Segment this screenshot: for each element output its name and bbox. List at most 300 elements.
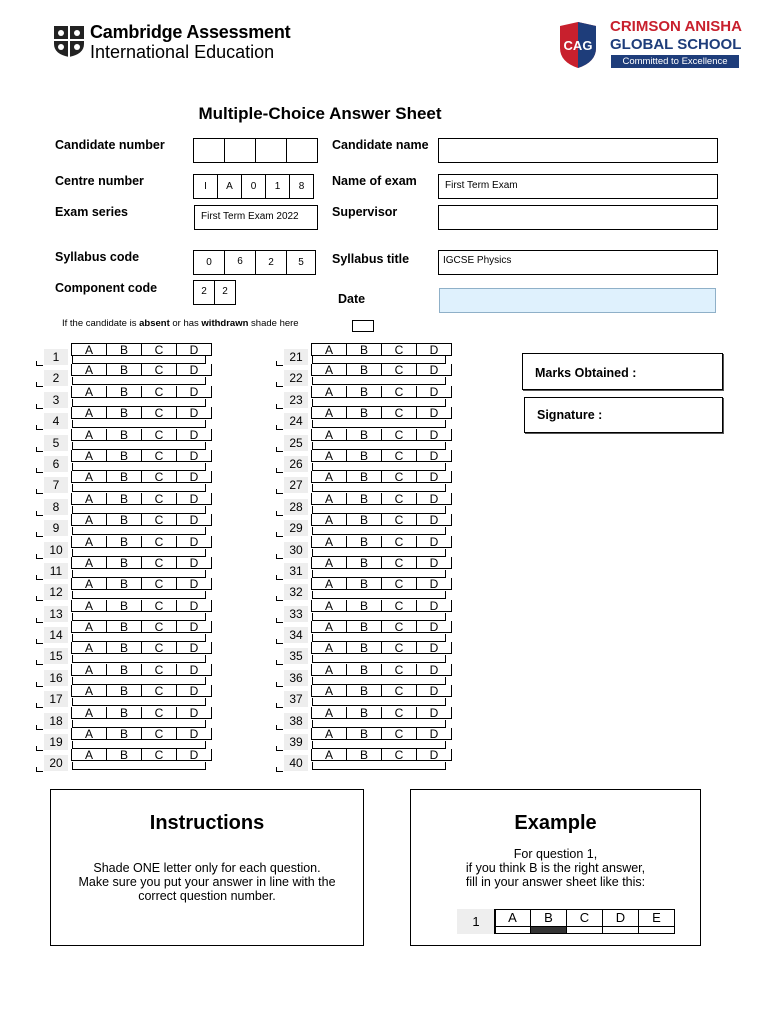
answer-option-c[interactable]: C: [381, 578, 417, 590]
instructions-line: Shade ONE letter only for each question.: [93, 861, 321, 875]
answer-option-d[interactable]: D: [416, 471, 452, 483]
example-line: For question 1,: [513, 847, 598, 861]
answer-options: [72, 365, 212, 377]
answer-option-a[interactable]: A: [311, 578, 347, 590]
answer-option-a[interactable]: A: [71, 557, 107, 569]
question-number: 16: [44, 670, 68, 686]
answer-option-c[interactable]: C: [141, 450, 177, 462]
cambridge-title: Cambridge Assessment: [90, 22, 291, 42]
answer-option-a[interactable]: A: [71, 386, 107, 398]
question-row: [276, 384, 448, 408]
marks-obtained-box[interactable]: Marks Obtained :: [522, 353, 723, 390]
answer-option-c[interactable]: C: [141, 621, 177, 633]
example-option-label: A: [508, 910, 517, 925]
answer-option-c[interactable]: C: [381, 407, 417, 419]
answer-shade-row[interactable]: [312, 420, 446, 428]
answer-option-a[interactable]: A: [71, 536, 107, 548]
example-option-label: C: [579, 910, 590, 925]
question-row: [276, 427, 448, 451]
candidate-number-field[interactable]: [194, 138, 318, 163]
answer-option-d[interactable]: D: [416, 685, 452, 697]
answer-option-b[interactable]: B: [106, 578, 142, 590]
answer-option-b[interactable]: B: [346, 343, 382, 356]
answer-option-b[interactable]: B: [346, 664, 382, 676]
example-heading: Example: [514, 812, 597, 834]
answer-option-d[interactable]: D: [176, 536, 212, 548]
question-row: [36, 384, 208, 408]
candidate-digit-box[interactable]: [255, 138, 287, 163]
school-name-line1: CRIMSON ANISHA: [610, 18, 742, 35]
answer-option-a[interactable]: A: [71, 600, 107, 612]
answer-option-d[interactable]: D: [416, 642, 452, 654]
instructions-panel: [50, 789, 364, 946]
answer-option-d[interactable]: D: [176, 642, 212, 654]
answer-shade-row[interactable]: [312, 762, 446, 770]
answer-option-c[interactable]: C: [381, 429, 417, 441]
answer-option-b[interactable]: B: [106, 471, 142, 483]
question-number: 28: [284, 499, 308, 515]
answer-option-a[interactable]: A: [71, 728, 107, 740]
answer-option-d[interactable]: D: [176, 685, 212, 697]
answer-option-a[interactable]: A: [311, 621, 347, 633]
answer-option-b[interactable]: B: [346, 600, 382, 612]
component-code-label: Component code: [55, 281, 158, 295]
question-row: [36, 408, 208, 429]
answer-option-d[interactable]: D: [176, 471, 212, 483]
question-number: 19: [44, 734, 68, 750]
answer-option-c[interactable]: C: [141, 685, 177, 697]
syllabus-digit[interactable]: 6: [224, 250, 256, 275]
answer-option-b[interactable]: B: [346, 429, 382, 441]
answer-option-d[interactable]: D: [176, 749, 212, 761]
answer-option-b[interactable]: B: [346, 749, 382, 761]
answer-option-b[interactable]: B: [106, 621, 142, 633]
answer-option-b[interactable]: B: [346, 471, 382, 483]
answer-option-a[interactable]: A: [311, 749, 347, 761]
answer-option-d[interactable]: D: [416, 600, 452, 612]
answer-option-b[interactable]: B: [346, 685, 382, 697]
answer-option-a[interactable]: A: [311, 664, 347, 676]
answer-option-a[interactable]: A: [71, 343, 107, 356]
answer-option-a[interactable]: A: [311, 343, 347, 356]
answer-options: [312, 579, 452, 591]
answer-option-c[interactable]: C: [381, 707, 417, 719]
answer-option-b[interactable]: B: [106, 343, 142, 356]
answer-option-d[interactable]: D: [176, 450, 212, 462]
answer-option-d[interactable]: D: [416, 407, 452, 419]
answer-option-a[interactable]: A: [71, 578, 107, 590]
answer-option-c[interactable]: C: [381, 386, 417, 398]
question-number: 25: [284, 435, 308, 451]
answer-option-d[interactable]: D: [416, 364, 452, 376]
question-row: [276, 344, 448, 365]
answer-option-d[interactable]: D: [176, 557, 212, 569]
answer-option-c[interactable]: C: [381, 514, 417, 526]
example-line: fill in your answer sheet like this:: [465, 875, 646, 889]
exam-series-field[interactable]: First Term Exam 2022: [194, 205, 318, 230]
syllabus-code-field[interactable]: [194, 250, 316, 275]
answer-options: [312, 427, 452, 442]
answer-option-d[interactable]: D: [416, 749, 452, 761]
answer-options: [72, 555, 212, 570]
answer-option-d[interactable]: D: [416, 429, 452, 441]
answer-shade-row[interactable]: [72, 527, 206, 535]
syllabus-code-label: Syllabus code: [55, 250, 140, 264]
centre-digit[interactable]: 1: [265, 174, 290, 199]
answer-option-c[interactable]: C: [141, 728, 177, 740]
instructions-line: Make sure you put your answer in line with the: [78, 875, 336, 889]
answer-option-c[interactable]: C: [141, 407, 177, 419]
question-number: 14: [44, 627, 68, 643]
syllabus-digit[interactable]: 2: [255, 250, 287, 275]
question-row: [276, 622, 448, 643]
answer-option-d[interactable]: D: [176, 493, 212, 505]
answer-option-a[interactable]: A: [311, 707, 347, 719]
answer-option-c[interactable]: C: [381, 557, 417, 569]
school-name-line2: GLOBAL SCHOOL: [610, 36, 742, 53]
answer-option-b[interactable]: B: [106, 514, 142, 526]
answer-options: [312, 598, 452, 613]
answer-options: [72, 686, 212, 698]
answer-option-c[interactable]: C: [141, 343, 177, 356]
answer-option-a[interactable]: A: [71, 493, 107, 505]
answer-options: [72, 448, 212, 463]
answer-option-a[interactable]: A: [311, 685, 347, 697]
answer-option-c[interactable]: C: [141, 642, 177, 654]
answer-option-c[interactable]: C: [141, 749, 177, 761]
example-option-label: D: [615, 910, 626, 925]
question-row: [276, 365, 448, 386]
answer-option-b[interactable]: B: [106, 600, 142, 612]
question-number: 3: [44, 392, 68, 408]
answer-option-d[interactable]: D: [176, 664, 212, 676]
answer-option-b[interactable]: B: [106, 749, 142, 761]
question-number: 29: [284, 520, 308, 536]
answer-option-b[interactable]: B: [346, 386, 382, 398]
instructions-heading: Instructions: [149, 812, 265, 834]
date-field[interactable]: [439, 288, 716, 313]
answer-option-b[interactable]: B: [106, 536, 142, 548]
question-number: 21: [284, 349, 308, 365]
answer-options: [312, 365, 452, 377]
answer-option-c[interactable]: C: [381, 600, 417, 612]
answer-option-d[interactable]: D: [416, 514, 452, 526]
question-number: 37: [284, 691, 308, 707]
answer-option-a[interactable]: A: [311, 386, 347, 398]
cambridge-shield-icon: [52, 24, 86, 58]
name-of-exam-field[interactable]: First Term Exam: [438, 174, 718, 199]
answer-option-a[interactable]: A: [71, 514, 107, 526]
question-row: [36, 534, 208, 558]
answer-option-a[interactable]: A: [311, 557, 347, 569]
answer-option-a[interactable]: A: [71, 707, 107, 719]
answer-option-a[interactable]: A: [71, 364, 107, 376]
syllabus-title-field[interactable]: IGCSE Physics: [438, 250, 718, 275]
answer-option-c[interactable]: C: [141, 578, 177, 590]
component-code-field[interactable]: [194, 280, 236, 305]
answer-option-c[interactable]: C: [381, 471, 417, 483]
answer-option-d[interactable]: D: [176, 578, 212, 590]
question-number: 1: [44, 349, 68, 365]
answer-option-b[interactable]: B: [346, 642, 382, 654]
answer-option-c[interactable]: C: [381, 621, 417, 633]
answer-option-b[interactable]: B: [106, 450, 142, 462]
question-row: [36, 365, 208, 386]
answer-option-b[interactable]: B: [346, 364, 382, 376]
question-row: [276, 448, 448, 472]
answer-options: [312, 408, 452, 420]
syllabus-digit[interactable]: 5: [286, 250, 316, 275]
question-row: [36, 427, 208, 451]
answer-option-c[interactable]: C: [141, 557, 177, 569]
answer-option-b[interactable]: B: [346, 707, 382, 719]
answer-option-a[interactable]: A: [71, 621, 107, 633]
answer-options: [72, 408, 212, 420]
answer-option-b[interactable]: B: [106, 386, 142, 398]
question-number: 13: [44, 606, 68, 622]
answer-option-a[interactable]: A: [311, 600, 347, 612]
answer-option-d[interactable]: D: [176, 707, 212, 719]
candidate-digit-box[interactable]: [224, 138, 256, 163]
centre-number-label: Centre number: [55, 174, 144, 188]
answer-option-d[interactable]: D: [416, 557, 452, 569]
answer-option-c[interactable]: C: [141, 707, 177, 719]
question-row: [276, 729, 448, 750]
question-number: 7: [44, 477, 68, 493]
row-marker: [36, 767, 43, 772]
candidate-name-field[interactable]: [438, 138, 718, 163]
answer-option-c[interactable]: C: [381, 364, 417, 376]
question-number: 33: [284, 606, 308, 622]
answer-option-b[interactable]: B: [106, 407, 142, 419]
answer-option-a[interactable]: A: [71, 471, 107, 483]
answer-option-b[interactable]: B: [106, 664, 142, 676]
question-number: 30: [284, 542, 308, 558]
answer-option-c[interactable]: C: [141, 514, 177, 526]
row-marker: [276, 767, 283, 772]
page-title: Multiple-Choice Answer Sheet: [198, 104, 442, 123]
answer-option-d[interactable]: D: [416, 343, 452, 356]
answer-option-d[interactable]: D: [416, 386, 452, 398]
answer-option-c[interactable]: C: [381, 664, 417, 676]
answer-option-c[interactable]: C: [381, 450, 417, 462]
component-digit[interactable]: 2: [214, 280, 236, 305]
answer-option-a[interactable]: A: [71, 642, 107, 654]
answer-option-d[interactable]: D: [176, 728, 212, 740]
answer-option-b[interactable]: B: [346, 578, 382, 590]
question-row: [36, 686, 208, 707]
answer-option-b[interactable]: B: [346, 536, 382, 548]
answer-option-d[interactable]: D: [176, 343, 212, 356]
answer-option-d[interactable]: D: [416, 536, 452, 548]
question-number: 6: [44, 456, 68, 472]
answer-option-c[interactable]: C: [141, 600, 177, 612]
question-row: [276, 643, 448, 664]
question-number: 38: [284, 713, 308, 729]
question-number: 32: [284, 584, 308, 600]
question-row: [36, 750, 208, 771]
question-row: [36, 729, 208, 750]
question-number: 15: [44, 648, 68, 664]
answer-option-d[interactable]: D: [416, 707, 452, 719]
answer-option-a[interactable]: A: [311, 493, 347, 505]
answer-option-b[interactable]: B: [346, 621, 382, 633]
answer-option-b[interactable]: B: [346, 493, 382, 505]
date-label: Date: [338, 292, 366, 306]
answer-option-a[interactable]: A: [311, 728, 347, 740]
answer-option-a[interactable]: A: [71, 685, 107, 697]
answer-option-a[interactable]: A: [311, 407, 347, 419]
answer-option-a[interactable]: A: [311, 450, 347, 462]
answer-option-c[interactable]: C: [381, 493, 417, 505]
answer-options: [312, 491, 452, 506]
answer-option-c[interactable]: C: [381, 536, 417, 548]
answer-option-d[interactable]: D: [416, 578, 452, 590]
name-of-exam-label: Name of exam: [332, 174, 417, 188]
candidate-digit-box[interactable]: [286, 138, 318, 163]
question-row: [36, 622, 208, 643]
question-number: 34: [284, 627, 308, 643]
answer-option-a[interactable]: A: [71, 429, 107, 441]
exam-series-label: Exam series: [55, 205, 128, 219]
school-tagline: Committed to Excellence: [611, 55, 739, 68]
answer-option-d[interactable]: D: [176, 386, 212, 398]
answer-option-d[interactable]: D: [416, 664, 452, 676]
answer-option-a[interactable]: A: [311, 471, 347, 483]
answer-options: [312, 555, 452, 570]
question-number: 39: [284, 734, 308, 750]
syllabus-digit[interactable]: 0: [193, 250, 225, 275]
answer-option-d[interactable]: D: [176, 364, 212, 376]
answer-option-c[interactable]: C: [381, 343, 417, 356]
answer-options: [72, 491, 212, 506]
answer-option-b[interactable]: B: [106, 557, 142, 569]
question-number: 36: [284, 670, 308, 686]
answer-option-b[interactable]: B: [346, 557, 382, 569]
example-shade-area: [603, 926, 638, 933]
example-option-label: B: [544, 910, 553, 925]
question-number: 20: [44, 755, 68, 771]
answer-grid-2: [276, 344, 448, 772]
question-row: [276, 534, 448, 558]
instructions-line: correct question number.: [138, 889, 276, 903]
answer-option-d[interactable]: D: [416, 450, 452, 462]
answer-option-a[interactable]: A: [311, 536, 347, 548]
question-number: 5: [44, 435, 68, 451]
answer-option-d[interactable]: D: [176, 429, 212, 441]
answer-option-c[interactable]: C: [141, 471, 177, 483]
syllabus-title-label: Syllabus title: [332, 252, 410, 266]
answer-option-a[interactable]: A: [311, 514, 347, 526]
answer-options: [72, 384, 212, 399]
answer-shade-row[interactable]: [72, 762, 206, 770]
example-option-d: [602, 909, 639, 934]
answer-options: [72, 598, 212, 613]
answer-option-c[interactable]: C: [141, 493, 177, 505]
answer-option-d[interactable]: D: [416, 621, 452, 633]
answer-option-c[interactable]: C: [141, 386, 177, 398]
answer-option-a[interactable]: A: [71, 450, 107, 462]
answer-option-b[interactable]: B: [106, 429, 142, 441]
answer-option-b[interactable]: B: [106, 493, 142, 505]
question-row: [276, 662, 448, 686]
answer-options: [72, 472, 212, 484]
question-number: 17: [44, 691, 68, 707]
answer-shade-row[interactable]: [312, 527, 446, 535]
signature-box[interactable]: Signature :: [524, 397, 723, 433]
answer-shade-row[interactable]: [72, 420, 206, 428]
answer-option-b[interactable]: B: [106, 642, 142, 654]
answer-option-a[interactable]: A: [71, 749, 107, 761]
answer-option-a[interactable]: A: [71, 664, 107, 676]
answer-option-c[interactable]: C: [381, 685, 417, 697]
question-number: 24: [284, 413, 308, 429]
answer-option-d[interactable]: D: [176, 514, 212, 526]
answer-option-b[interactable]: B: [346, 407, 382, 419]
question-number: 12: [44, 584, 68, 600]
candidate-digit-box[interactable]: [193, 138, 225, 163]
answer-option-b[interactable]: B: [106, 707, 142, 719]
example-question-number: 1: [457, 909, 496, 934]
answer-option-c[interactable]: C: [141, 364, 177, 376]
answer-option-b[interactable]: B: [346, 728, 382, 740]
answer-options: [312, 686, 452, 698]
component-digit[interactable]: 2: [193, 280, 215, 305]
question-row: [36, 705, 208, 729]
answer-options: [312, 705, 452, 720]
centre-number-field[interactable]: [194, 174, 314, 199]
centre-digit[interactable]: I: [193, 174, 218, 199]
answer-option-a[interactable]: A: [71, 407, 107, 419]
answer-option-c[interactable]: C: [381, 728, 417, 740]
answer-option-a[interactable]: A: [311, 642, 347, 654]
question-row: [36, 448, 208, 472]
example-options: [495, 909, 675, 934]
answer-option-c[interactable]: C: [141, 429, 177, 441]
answer-option-c[interactable]: C: [141, 536, 177, 548]
question-number: 35: [284, 648, 308, 664]
absent-shade-box[interactable]: [352, 320, 374, 332]
answer-option-b[interactable]: B: [106, 728, 142, 740]
answer-option-b[interactable]: B: [346, 514, 382, 526]
answer-option-c[interactable]: C: [141, 664, 177, 676]
answer-option-b[interactable]: B: [106, 685, 142, 697]
centre-digit[interactable]: A: [217, 174, 242, 199]
answer-option-c[interactable]: C: [381, 749, 417, 761]
answer-option-d[interactable]: D: [416, 493, 452, 505]
example-shaded-mark: [531, 926, 566, 933]
centre-digit[interactable]: 8: [289, 174, 314, 199]
question-number: 22: [284, 370, 308, 386]
question-number: 31: [284, 563, 308, 579]
answer-option-b[interactable]: B: [346, 450, 382, 462]
answer-option-a[interactable]: A: [311, 364, 347, 376]
question-number: 8: [44, 499, 68, 515]
candidate-number-label: Candidate number: [55, 138, 165, 152]
question-row: [36, 598, 208, 622]
answer-option-d[interactable]: D: [176, 621, 212, 633]
centre-digit[interactable]: 0: [241, 174, 266, 199]
supervisor-field[interactable]: [438, 205, 718, 230]
answer-option-d[interactable]: D: [176, 600, 212, 612]
answer-option-c[interactable]: C: [381, 642, 417, 654]
question-row: [36, 472, 208, 493]
answer-option-d[interactable]: D: [176, 407, 212, 419]
answer-option-d[interactable]: D: [416, 728, 452, 740]
example-option-c: [566, 909, 603, 934]
answer-option-a[interactable]: A: [311, 429, 347, 441]
answer-option-b[interactable]: B: [106, 364, 142, 376]
